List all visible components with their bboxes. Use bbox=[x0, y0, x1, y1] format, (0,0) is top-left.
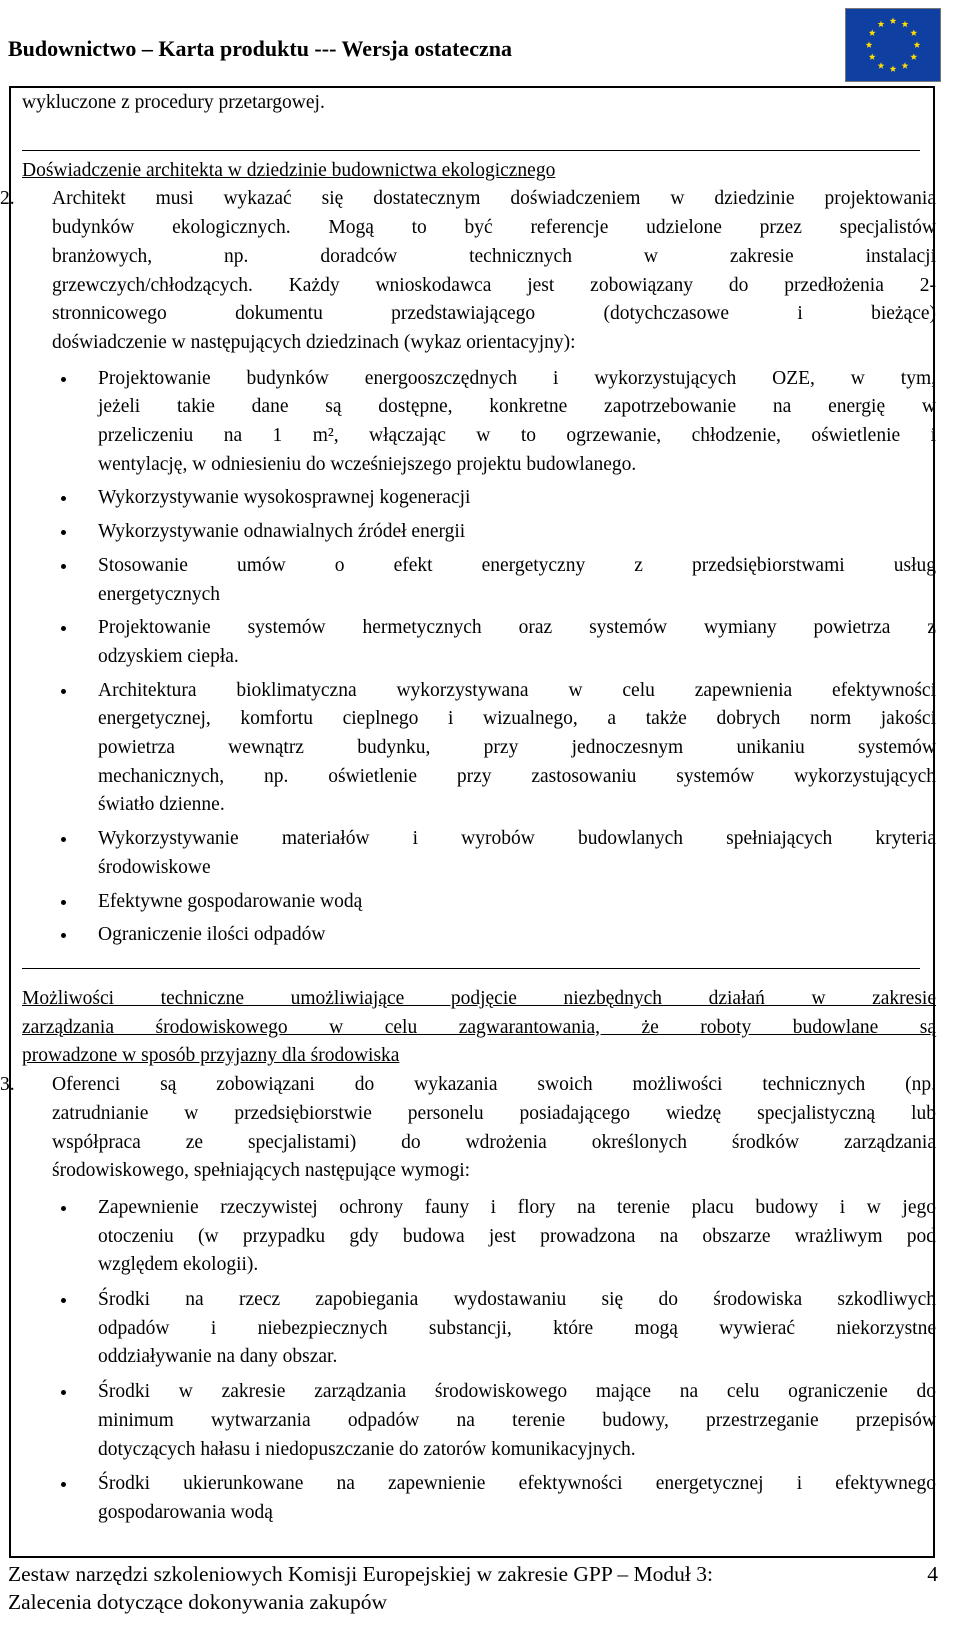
text-line: światło dzienne. bbox=[98, 794, 225, 816]
text-line: Oferenci są zobowiązani do wykazania swoich możliwości technicznych (np. bbox=[52, 1074, 936, 1096]
text-line: przeliczeniu na 1 m², włączając w to ogrzewanie, chłodzenie, oświetlenie i bbox=[98, 425, 936, 447]
text-line: otoczeniu (w przypadku gdy budowa jest prowadzona na obszarze wrażliwym pod bbox=[98, 1225, 936, 1247]
section3-number: 3. bbox=[0, 1074, 15, 1096]
star-icon bbox=[902, 62, 909, 69]
section2-bullet-list bbox=[22, 365, 936, 950]
text-line: odpadów i niebezpiecznych substancji, które mogą wywierać niekorzystne bbox=[98, 1317, 936, 1339]
page-footer bbox=[8, 1560, 948, 1616]
star-icon bbox=[910, 29, 917, 36]
text-line: zarządzania środowiskowego w celu zagwarantowania, że roboty budowlane są bbox=[22, 1016, 936, 1038]
text-line: stronnicowego dokumentu przedstawiającego (dotychczasowe i bieżące) bbox=[52, 303, 936, 325]
star-icon bbox=[910, 53, 917, 60]
text-line: gospodarowania wodą bbox=[98, 1501, 273, 1523]
bullet-icon bbox=[61, 1206, 66, 1211]
text-line: energetycznych bbox=[98, 583, 220, 605]
text-line: zatrudnianie w przedsiębiorstwie personelu posiadającego wiedzę specjalistyczną lub bbox=[52, 1102, 936, 1124]
text-line: Wykorzystywanie materiałów i wyrobów budowlanych spełniających kryteria bbox=[98, 828, 936, 850]
text-line: współpraca ze specjalistami) do wdrożenia określonych środków zarządzania bbox=[52, 1131, 936, 1153]
document-body bbox=[0, 88, 936, 1528]
section2-heading: Doświadczenie architekta w dziedzinie budownictwa ekologicznego bbox=[22, 159, 556, 181]
text-line: Ograniczenie ilości odpadów bbox=[98, 924, 326, 946]
star-icon bbox=[869, 53, 876, 60]
bullet-icon bbox=[61, 1298, 66, 1303]
text-line: Środki na rzecz zapobiegania wydostawaniu się do środowiska szkodliwych bbox=[98, 1289, 936, 1311]
text-line: doświadczenie w następujących dziedzinach (wykaz orientacyjny): bbox=[52, 331, 576, 353]
section-divider bbox=[22, 150, 920, 151]
bullet-icon bbox=[61, 530, 66, 535]
text-line: prowadzone w sposób przyjazny dla środowiska bbox=[22, 1045, 400, 1067]
star-icon bbox=[902, 21, 909, 28]
text-line: dotyczących hałasu i niedopuszczanie do zatorów komunikacyjnych. bbox=[98, 1438, 636, 1460]
text-line: Architektura bioklimatyczna wykorzystywana w celu zapewnienia efektywności bbox=[98, 679, 936, 701]
star-icon bbox=[869, 29, 876, 36]
section2-number: 2. bbox=[0, 188, 15, 210]
text-line: oddziaływanie na dany obszar. bbox=[98, 1346, 338, 1368]
text-line: energetycznej, komfortu cieplnego i wizualnego, a także dobrych norm jakości bbox=[98, 708, 936, 730]
text-line: względem ekologii). bbox=[98, 1254, 259, 1276]
footer-line-1: Zestaw narzędzi szkoleniowych Komisji Europejskiej w zakresie GPP – Moduł 3: bbox=[8, 1562, 713, 1586]
text-line: środowiskowe bbox=[98, 856, 211, 878]
text-line: Architekt musi wykazać się dostatecznym doświadczeniem w dziedzinie projektowania bbox=[52, 188, 936, 210]
text-line: odzyskiem ciepła. bbox=[98, 645, 239, 667]
text-line: wentylację, w odniesieniu do wcześniejszego projektu budowlanego. bbox=[98, 453, 637, 475]
eu-flag-icon bbox=[845, 8, 941, 82]
list-item bbox=[22, 614, 936, 671]
list-item bbox=[22, 1378, 936, 1464]
text-line: budynków ekologicznych. Mogą to być referencje udzielone przez specjalistów bbox=[52, 217, 936, 239]
list-item bbox=[22, 1194, 936, 1280]
list-item bbox=[22, 484, 936, 513]
text-line: Projektowanie budynków energooszczędnych i wykorzystujących OZE, w tym, bbox=[98, 367, 936, 389]
bullet-icon bbox=[61, 1390, 66, 1395]
bullet-icon bbox=[61, 1482, 66, 1487]
star-icon bbox=[878, 62, 885, 69]
text-line: jeżeli takie dane są dostępne, konkretne zapotrzebowanie na energię w bbox=[98, 396, 936, 418]
text-line: Wykorzystywanie wysokosprawnej kogeneracji bbox=[98, 487, 471, 509]
text-line: Środki w zakresie zarządzania środowiskowego mające na celu ograniczenie do bbox=[98, 1381, 936, 1403]
bullet-icon bbox=[61, 933, 66, 938]
page-number: 4 bbox=[927, 1562, 938, 1586]
star-icon bbox=[890, 65, 897, 72]
list-item bbox=[22, 552, 936, 609]
bullet-icon bbox=[61, 626, 66, 631]
bullet-icon bbox=[61, 496, 66, 501]
section3-text bbox=[52, 1071, 936, 1186]
list-item bbox=[22, 365, 936, 480]
section2-paragraph bbox=[0, 185, 936, 357]
bullet-icon bbox=[61, 689, 66, 694]
text-line: środowiskowego, spełniających następujące wymogi: bbox=[52, 1160, 471, 1182]
section3-paragraph bbox=[0, 1071, 936, 1186]
page-header bbox=[0, 0, 960, 88]
bullet-icon bbox=[61, 377, 66, 382]
text-line: minimum wytwarzania odpadów na terenie budowy, przestrzeganie przepisów bbox=[98, 1409, 936, 1431]
list-item bbox=[22, 1286, 936, 1372]
document-title: Budownictwo – Karta produktu --- Wersja ostateczna bbox=[8, 36, 512, 61]
text-line: branżowych, np. doradców technicznych w zakresie instalacji bbox=[52, 245, 936, 267]
bullet-icon bbox=[61, 837, 66, 842]
section3-bullet-list bbox=[22, 1194, 936, 1528]
section1-tail: wykluczone z procedury przetargowej. bbox=[22, 92, 325, 113]
text-line: Stosowanie umów o efekt energetyczny z przedsiębiorstwami usług bbox=[98, 554, 936, 576]
star-icon bbox=[890, 17, 897, 24]
list-item bbox=[22, 677, 936, 821]
list-item bbox=[22, 825, 936, 882]
list-item bbox=[22, 888, 936, 917]
section-divider bbox=[22, 968, 920, 969]
section3-heading bbox=[22, 985, 936, 1071]
text-line: powietrza wewnątrz budynku, przy jednoczesnym unikaniu systemów bbox=[98, 737, 936, 759]
text-line: Wykorzystywanie odnawialnych źródeł energii bbox=[98, 521, 466, 543]
list-item bbox=[22, 921, 936, 950]
bullet-icon bbox=[61, 900, 66, 905]
text-line: Możliwości techniczne umożliwiające podjęcie niezbędnych działań w zakresie bbox=[22, 987, 936, 1009]
text-line: Zapewnienie rzeczywistej ochrony fauny i flory na terenie placu budowy i w jego bbox=[98, 1196, 936, 1218]
footer-line-2: Zalecenia dotyczące dokonywania zakupów bbox=[8, 1590, 388, 1614]
star-icon bbox=[914, 41, 921, 48]
star-icon bbox=[878, 21, 885, 28]
list-item bbox=[22, 1470, 936, 1527]
section2-text bbox=[52, 185, 936, 357]
text-line: Środki ukierunkowane na zapewnienie efektywności energetycznej i efektywnego bbox=[98, 1473, 936, 1495]
star-icon bbox=[866, 41, 873, 48]
text-line: Efektywne gospodarowanie wodą bbox=[98, 890, 363, 912]
list-item bbox=[22, 518, 936, 547]
text-line: grzewczych/chłodzących. Każdy wnioskodawca jest zobowiązany do przedłożenia 2- bbox=[52, 274, 936, 296]
text-line: Projektowanie systemów hermetycznych oraz systemów wymiany powietrza z bbox=[98, 617, 936, 639]
text-line: mechanicznych, np. oświetlenie przy zastosowaniu systemów wykorzystujących bbox=[98, 765, 936, 787]
bullet-icon bbox=[61, 564, 66, 569]
